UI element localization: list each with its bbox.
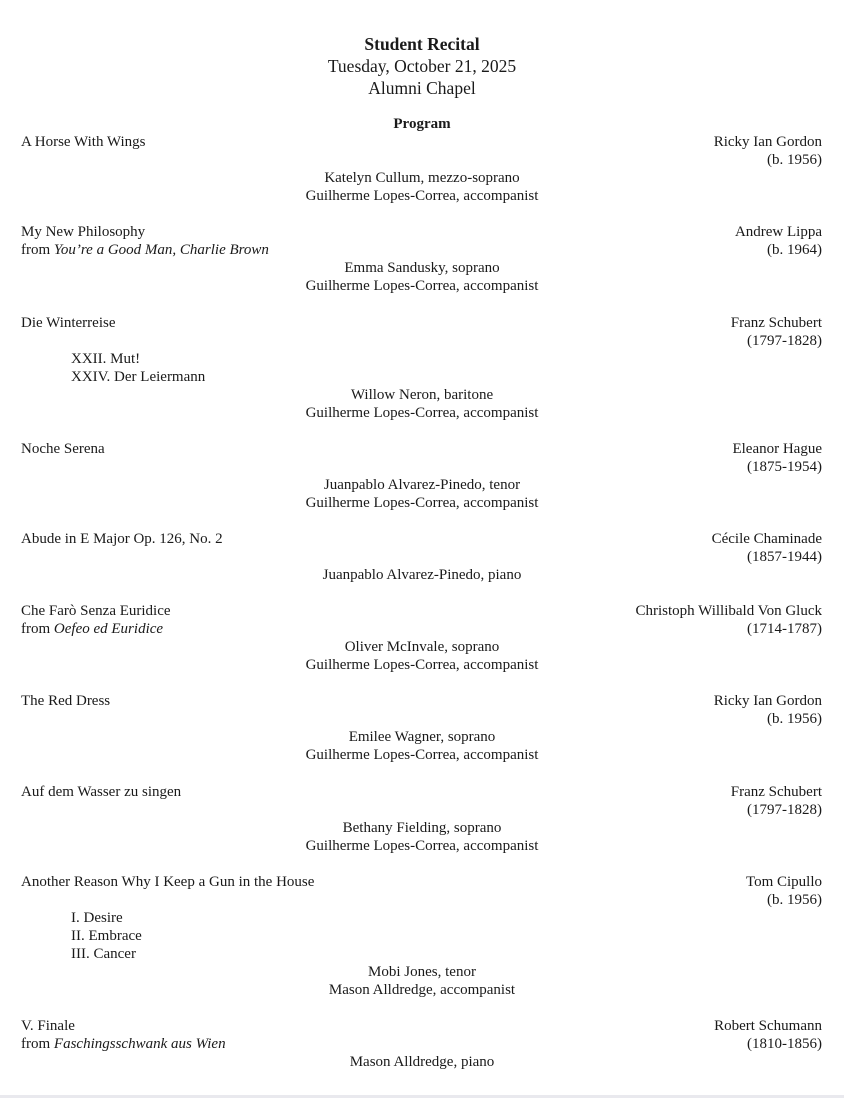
program-entry [0,133,844,205]
piece-title: My New Philosophy [21,224,146,240]
program-entry [0,692,844,764]
source-prefix: from [21,1036,54,1052]
composer-name: Tom Cipullo [745,874,822,890]
composer-dates: (b. 1956) [767,152,822,168]
composer-dates: (1810-1856) [747,1036,822,1052]
composer-name: Andrew Lippa [734,224,822,240]
composer-name: Eleanor Hague [732,441,822,457]
source-prefix: from [21,621,54,637]
composer-name: Christoph Willibald Von Gluck [635,603,822,619]
performer: Guilherme Lopes-Correa, accompanist [305,188,539,204]
piece-source [21,241,269,259]
piece-source [21,620,163,638]
source-work-title: You’re a Good Man, Charlie Brown [53,242,269,258]
performer: Mason Alldredge, accompanist [328,982,516,998]
program-entry [0,314,844,422]
performer: Emilee Wagner, soprano [348,729,496,745]
composer-name: Ricky Ian Gordon [713,693,822,709]
piece-source [21,1035,226,1053]
performer: Bethany Fielding, soprano [342,820,502,836]
performer: Willow Neron, baritone [350,387,494,403]
source-work-title: Oefeo ed Euridice [53,621,164,637]
composer-name: Ricky Ian Gordon [713,134,822,150]
piece-title: A Horse With Wings [21,134,146,150]
composer-dates: (b. 1956) [767,892,822,908]
performer: Juanpablo Alvarez-Pinedo, tenor [323,477,521,493]
performer: Guilherme Lopes-Correa, accompanist [305,657,539,673]
piece-title: Another Reason Why I Keep a Gun in the House [21,874,315,890]
program-entry [0,602,844,674]
performer: Mason Alldredge, piano [349,1054,495,1070]
performer: Guilherme Lopes-Correa, accompanist [305,405,539,421]
performer: Guilherme Lopes-Correa, accompanist [305,838,539,854]
performer: Guilherme Lopes-Correa, accompanist [305,747,539,763]
movement: XXIV. Der Leiermann [71,369,206,385]
program-header [0,33,844,99]
piece-title: Auf dem Wasser zu singen [21,784,182,800]
piece-title: The Red Dress [21,693,111,709]
composer-dates: (1875-1954) [747,459,822,475]
source-prefix: from [21,242,54,258]
performer: Guilherme Lopes-Correa, accompanist [305,278,539,294]
composer-dates: (b. 1956) [767,711,822,727]
piece-title: Che Farò Senza Euridice [21,603,171,619]
recital-date: Tuesday, October 21, 2025 [327,56,517,76]
recital-venue: Alumni Chapel [368,78,476,98]
composer-dates: (1857-1944) [747,549,822,565]
performer: Juanpablo Alvarez-Pinedo, piano [322,567,522,583]
composer-name: Cécile Chaminade [711,531,822,547]
movement: XXII. Mut! [71,351,141,367]
composer-dates: (b. 1964) [767,242,822,258]
movement: III. Cancer [71,946,136,962]
piece-title: Die Winterreise [21,315,116,331]
program-entry [0,873,844,999]
performer: Mobi Jones, tenor [368,964,476,980]
performer: Katelyn Cullum, mezzo-soprano [324,170,520,186]
program-entry [0,530,844,584]
composer-name: Franz Schubert [730,784,822,800]
composer-dates: (1797-1828) [747,802,822,818]
program-entry [0,1017,844,1071]
program-heading: Program [393,116,451,132]
source-work-title: Faschingsschwank aus Wien [53,1036,226,1052]
composer-dates: (1714-1787) [747,621,822,637]
composer-name: Franz Schubert [730,315,822,331]
piece-title: Noche Serena [21,441,105,457]
performer: Guilherme Lopes-Correa, accompanist [305,495,539,511]
piece-title: V. Finale [21,1018,75,1034]
performer: Emma Sandusky, soprano [344,260,500,276]
composer-dates: (1797-1828) [747,333,822,349]
movement: I. Desire [71,910,123,926]
program-entry [0,783,844,855]
piece-title: Abude in E Major Op. 126, No. 2 [21,531,223,547]
program-entry [0,223,844,295]
movement: II. Embrace [71,928,142,944]
program-entry [0,440,844,512]
composer-name: Robert Schumann [714,1018,822,1034]
recital-title: Student Recital [364,34,480,54]
performer: Oliver McInvale, soprano [344,639,500,655]
